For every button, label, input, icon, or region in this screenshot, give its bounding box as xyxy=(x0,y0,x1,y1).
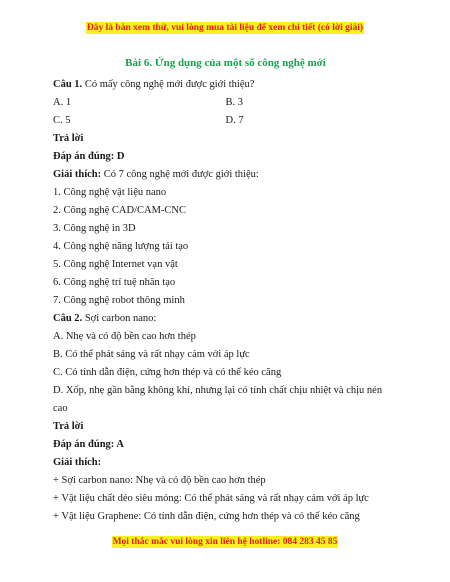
option-c: C. 5 xyxy=(53,115,71,126)
list-item: 4. Công nghệ năng lượng tái tạo xyxy=(53,241,189,252)
question-1-options-row-2 xyxy=(53,112,398,130)
hotline-text: Mọi thắc mắc vui lòng xin liên hệ hotline: 084 283 45 85 xyxy=(112,537,338,547)
list-item: 6. Công nghệ trí tuệ nhân tạo xyxy=(53,277,176,288)
explanation-label: Giải thích: xyxy=(53,169,102,180)
preview-notice-text: Đây là bản xem thử, vui lòng mua tài liệu để xem chi tiết (có lời giải) xyxy=(86,23,364,33)
question-1 xyxy=(53,76,398,94)
explanation-label: Giải thích: xyxy=(53,457,102,468)
question-2-text: Sợi carbon nano: xyxy=(82,313,157,324)
option-a: A. 1 xyxy=(53,97,72,108)
explanation-text: Có 7 công nghệ mới được giới thiệu: xyxy=(101,169,259,180)
answer-heading: Trả lời xyxy=(53,133,84,144)
list-item: + Vật liệu chất dẻo siêu mỏng: Có thể phát sáng và rất nhạy cảm với áp lực xyxy=(53,493,369,504)
option-c: C. Có tính dẫn điện, cứng hơn thép và có thể kéo căng xyxy=(53,367,282,378)
question-1-text: Có mấy công nghệ mới được giới thiệu? xyxy=(82,79,255,90)
list-item: + Vật liệu Graphene: Có tính dẫn điện, cứng hơn thép và có thể kéo căng xyxy=(53,511,360,522)
list-item: 7. Công nghệ robot thông minh xyxy=(53,295,185,306)
option-d: D. 7 xyxy=(225,115,244,126)
answer-heading: Trả lời xyxy=(53,421,84,432)
option-d: D. Xốp, nhẹ gần bằng không khí, nhưng lại có tính chất chịu nhiệt và chịu nén cao xyxy=(53,385,383,414)
list-item: 2. Công nghệ CAD/CAM-CNC xyxy=(53,205,187,216)
question-2-label: Câu 2. xyxy=(53,313,83,324)
list-item: 3. Công nghệ in 3D xyxy=(53,223,136,234)
correct-answer: Đáp án đúng: D xyxy=(53,151,125,162)
lesson-title: Bài 6. Ứng dụng của một số công nghệ mới xyxy=(125,57,326,69)
list-item: 1. Công nghệ vật liệu nano xyxy=(53,187,167,198)
option-a: A. Nhẹ và có độ bền cao hơn thép xyxy=(53,331,196,342)
list-item: + Sợi carbon nano: Nhẹ và có độ bền cao hơn thép xyxy=(53,475,266,486)
question-2 xyxy=(53,310,398,328)
hotline-banner xyxy=(0,537,450,547)
explanation xyxy=(53,166,398,184)
correct-answer: Đáp án đúng: A xyxy=(53,439,124,450)
list-item: 5. Công nghệ Internet vạn vật xyxy=(53,259,178,270)
document-body xyxy=(53,54,398,526)
option-b: B. 3 xyxy=(225,97,244,108)
question-1-label: Câu 1. xyxy=(53,79,83,90)
preview-notice-banner xyxy=(0,23,450,33)
question-1-options-row-1 xyxy=(53,94,398,112)
option-b: B. Có thể phát sáng và rất nhạy cảm với áp lực xyxy=(53,349,250,360)
